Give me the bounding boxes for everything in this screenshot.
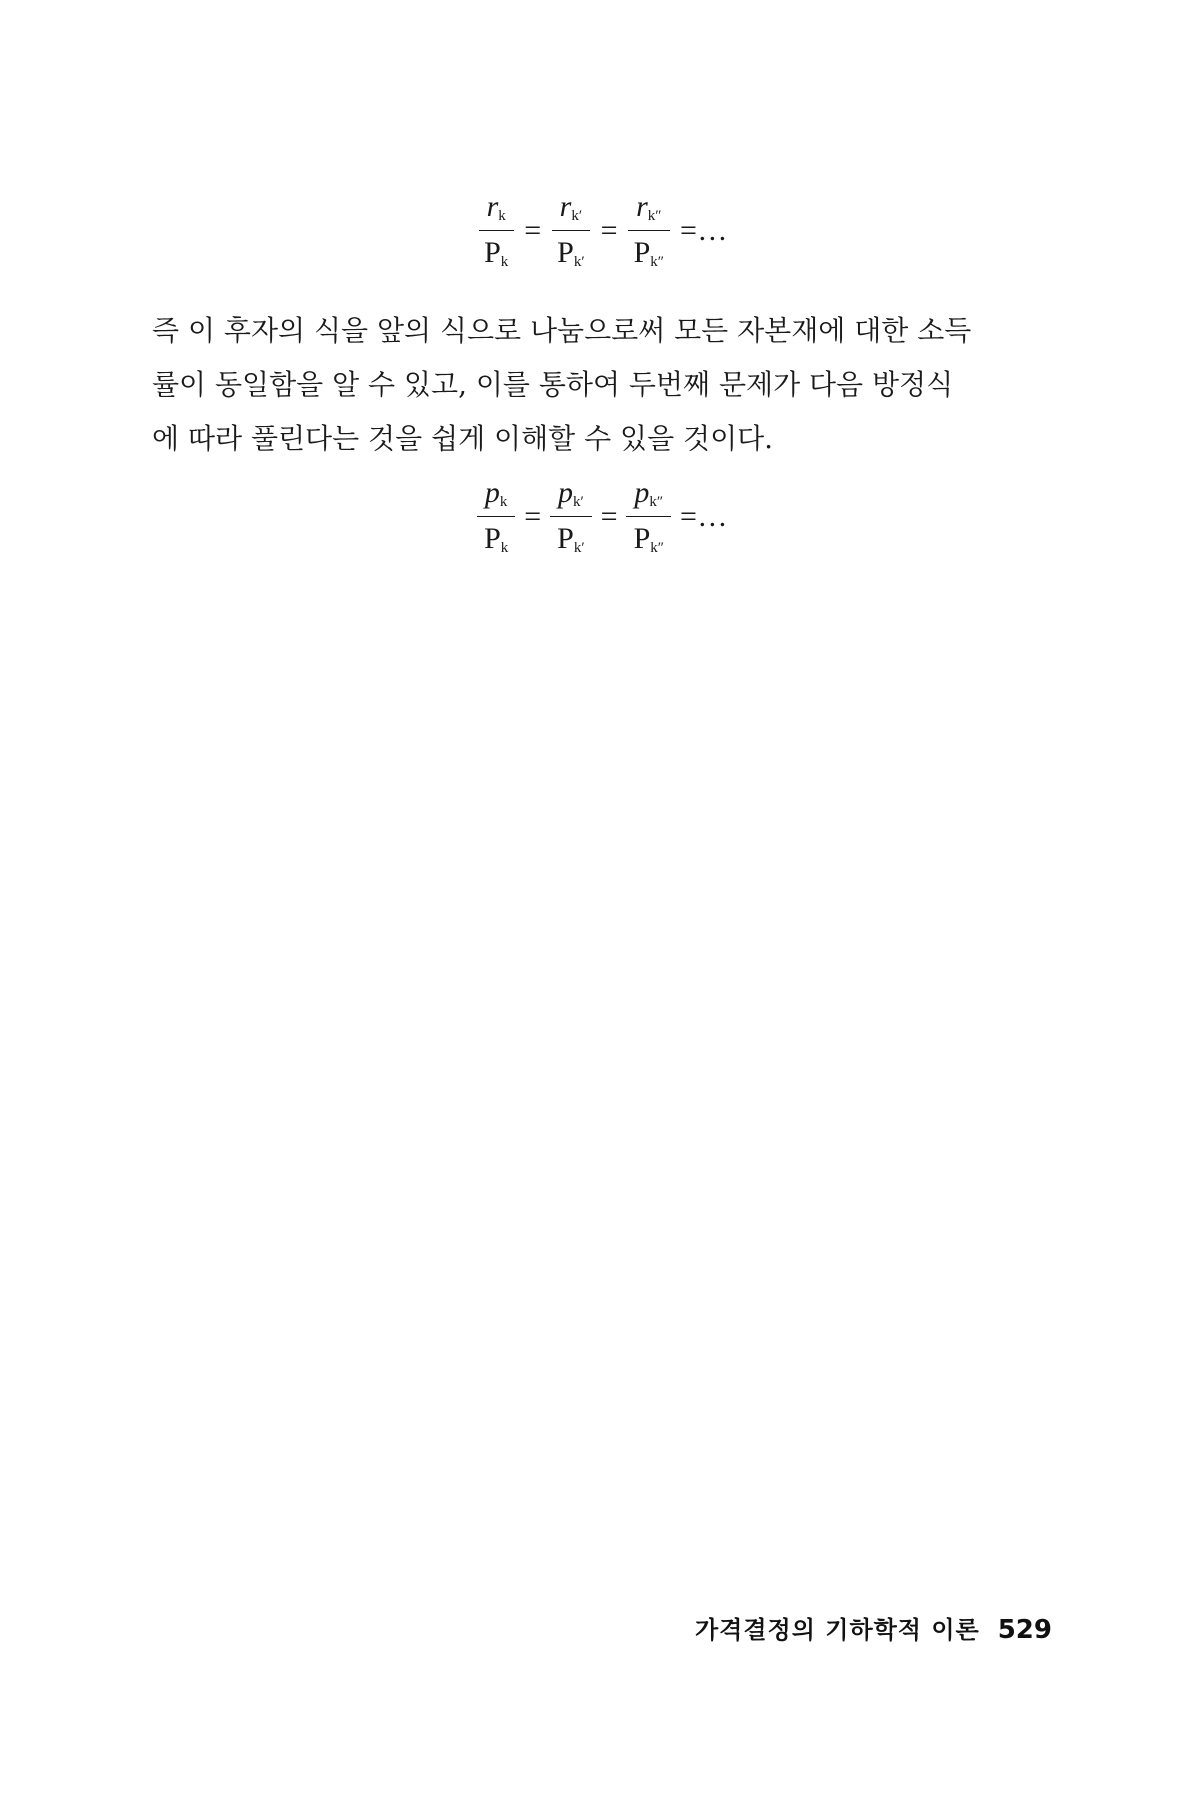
body-paragraph xyxy=(152,304,1052,466)
numerator-subscript: k xyxy=(498,208,506,224)
denominator-subscript: k′ xyxy=(573,540,585,556)
equation-income-ratio xyxy=(0,192,1200,270)
numerator-symbol: r xyxy=(636,190,648,223)
denominator-symbol: P xyxy=(633,236,651,269)
equation-price-ratio xyxy=(0,478,1200,556)
equals-sign: = xyxy=(600,214,618,247)
denominator-symbol: P xyxy=(557,522,574,555)
denominator-subscript: k′ xyxy=(573,254,585,270)
paragraph-line: 률이 동일함을 알 수 있고, 이를 통하여 두번째 문제가 다음 방정식 xyxy=(152,368,954,401)
fraction xyxy=(626,478,672,556)
numerator-symbol: p xyxy=(558,476,574,509)
fraction xyxy=(549,192,592,270)
denominator-symbol: P xyxy=(484,236,501,269)
denominator-subscript: k xyxy=(500,540,509,556)
fraction xyxy=(476,478,516,556)
fraction xyxy=(549,478,592,556)
numerator-symbol: r xyxy=(486,190,499,223)
denominator-subscript: k xyxy=(500,254,509,270)
numerator-subscript: k′ xyxy=(573,494,584,510)
fraction xyxy=(476,192,516,270)
denominator-symbol: P xyxy=(557,236,574,269)
page-number: 529 xyxy=(997,1615,1052,1645)
equals-sign: = xyxy=(600,500,618,533)
equals-sign: = xyxy=(524,214,542,247)
numerator-subscript: k″ xyxy=(647,208,662,224)
equation-continuation: =… xyxy=(680,214,728,247)
paragraph-line: 에 따라 풀린다는 것을 쉽게 이해할 수 있을 것이다. xyxy=(152,422,774,455)
running-title: 가격결정의 기하학적 이론 xyxy=(694,1616,980,1644)
numerator-subscript: k′ xyxy=(571,208,583,224)
equals-sign: = xyxy=(524,500,542,533)
numerator-symbol: p xyxy=(484,476,500,509)
denominator-symbol: P xyxy=(484,522,501,555)
denominator-subscript: k″ xyxy=(650,254,664,270)
paragraph-line: 즉 이 후자의 식을 앞의 식으로 나눔으로써 모든 자본재에 대한 소득 xyxy=(152,314,972,347)
numerator-subscript: k xyxy=(499,494,508,510)
numerator-subscript: k″ xyxy=(649,494,664,510)
numerator-symbol: p xyxy=(634,476,650,509)
page-footer xyxy=(695,1610,1052,1645)
fraction xyxy=(626,192,672,270)
equation-continuation: =… xyxy=(680,500,728,533)
denominator-subscript: k″ xyxy=(650,540,664,556)
denominator-symbol: P xyxy=(633,522,651,555)
numerator-symbol: r xyxy=(559,190,572,223)
